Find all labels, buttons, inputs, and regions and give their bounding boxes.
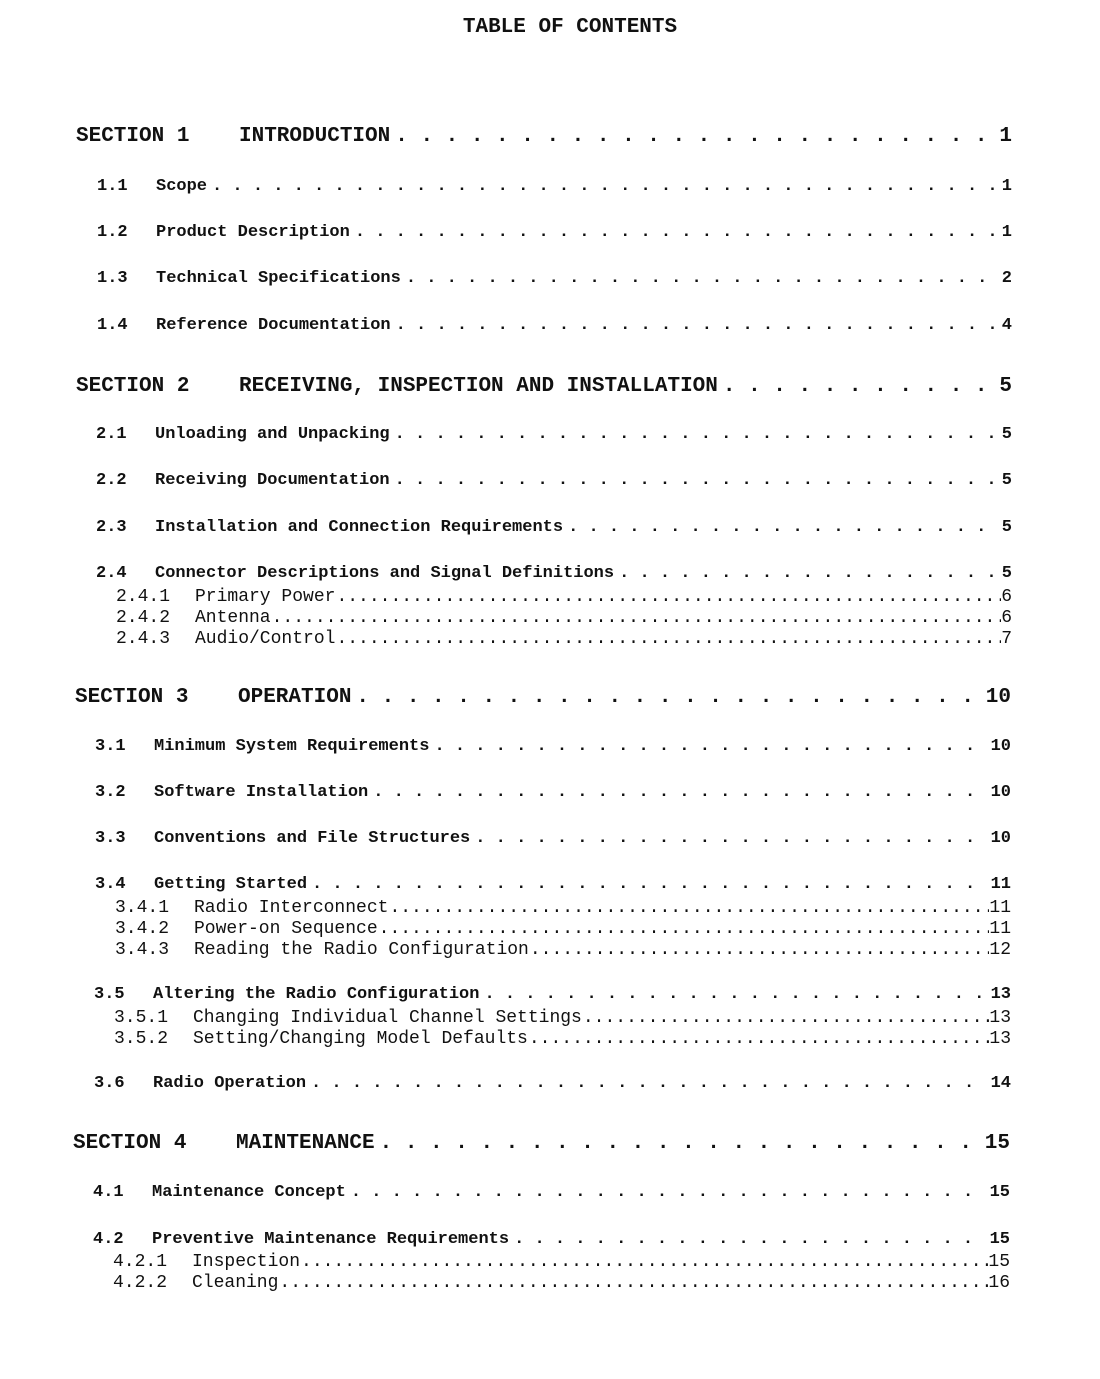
- leader-dots: [389, 898, 989, 918]
- entry-number: 3.6: [94, 1074, 125, 1093]
- entry-number: 4.2: [93, 1230, 124, 1249]
- entry-title: Altering the Radio Configuration: [153, 985, 480, 1004]
- entry-title: Radio Operation: [153, 1074, 307, 1093]
- entry-page: 6: [1001, 587, 1012, 607]
- leader-dots: [272, 608, 1002, 628]
- entry-number: 3.1: [95, 737, 126, 756]
- entry-number: 2.3: [96, 518, 127, 537]
- toc-section[interactable]: [73, 1132, 1010, 1155]
- toc-subsection[interactable]: [96, 518, 1012, 537]
- toc-subsection[interactable]: [96, 471, 1012, 490]
- toc-subsection[interactable]: [93, 1183, 1010, 1202]
- entry-page: 16: [988, 1273, 1010, 1293]
- toc-subsubsection[interactable]: [114, 1008, 1011, 1028]
- toc-subsubsection[interactable]: [116, 608, 1012, 628]
- entry-number: 2.4.2: [116, 608, 171, 628]
- entry-number: 3.5: [94, 985, 125, 1004]
- entry-number: 1.1: [97, 177, 128, 196]
- entry-number: 2.2: [96, 471, 127, 490]
- entry-page: 15: [989, 1230, 1010, 1249]
- entry-number: 1.4: [97, 316, 128, 335]
- entry-page: 10: [990, 783, 1011, 802]
- entry-number: SECTION 3: [75, 686, 189, 709]
- leader-dots: [619, 564, 997, 583]
- toc-subsection[interactable]: [97, 223, 1012, 242]
- toc-subsubsection[interactable]: [115, 940, 1011, 960]
- toc-subsection[interactable]: [95, 737, 1011, 756]
- entry-title: Connector Descriptions and Signal Definitions: [155, 564, 615, 583]
- entry-title: Reading the Radio Configuration: [194, 940, 529, 960]
- entry-title: INTRODUCTION: [239, 125, 391, 148]
- entry-number: SECTION 4: [73, 1132, 187, 1155]
- toc-subsection[interactable]: [95, 875, 1011, 894]
- toc-section[interactable]: [76, 375, 1012, 398]
- entry-number: SECTION 2: [76, 375, 190, 398]
- entry-number: 4.1: [93, 1183, 124, 1202]
- entry-number: 2.4.3: [116, 629, 171, 649]
- leader-dots: [356, 686, 980, 709]
- entry-page: 5: [1001, 471, 1012, 490]
- entry-number: 3.4: [95, 875, 126, 894]
- entry-page: 1: [1001, 177, 1012, 196]
- entry-title: Cleaning: [192, 1273, 279, 1293]
- entry-page: 10: [990, 829, 1011, 848]
- toc-subsubsection[interactable]: [114, 1029, 1011, 1049]
- toc-subsection[interactable]: [95, 783, 1011, 802]
- entry-title: Power-on Sequence: [194, 919, 378, 939]
- entry-title: Maintenance Concept: [152, 1183, 346, 1202]
- entry-title: Setting/Changing Model Defaults: [193, 1029, 528, 1049]
- entry-title: Product Description: [156, 223, 350, 242]
- entry-page: 7: [1001, 629, 1012, 649]
- entry-title: OPERATION: [238, 686, 352, 709]
- leader-dots: [212, 177, 997, 196]
- entry-title: RECEIVING, INSPECTION AND INSTALLATION: [239, 375, 718, 398]
- toc-subsection[interactable]: [96, 425, 1012, 444]
- entry-title: Minimum System Requirements: [154, 737, 430, 756]
- toc-subsubsection[interactable]: [116, 629, 1012, 649]
- entry-number: 2.4: [96, 564, 127, 583]
- leader-dots: [568, 518, 997, 537]
- entry-page: 5: [1001, 425, 1012, 444]
- leader-dots: [583, 1008, 990, 1028]
- entry-number: 3.4.1: [115, 898, 170, 918]
- leader-dots: [301, 1252, 988, 1272]
- entry-number: 3.3: [95, 829, 126, 848]
- entry-page: 5: [999, 375, 1012, 398]
- toc-section[interactable]: [76, 125, 1012, 148]
- entry-title: Radio Interconnect: [194, 898, 389, 918]
- leader-dots: [355, 223, 997, 242]
- leader-dots: [336, 629, 1001, 649]
- entry-page: 13: [990, 985, 1011, 1004]
- entry-number: SECTION 1: [76, 125, 190, 148]
- leader-dots: [530, 940, 990, 960]
- entry-number: 1.2: [97, 223, 128, 242]
- entry-number: 3.4.2: [115, 919, 170, 939]
- entry-page: 10: [990, 737, 1011, 756]
- entry-page: 11: [989, 919, 1011, 939]
- entry-page: 5: [1001, 564, 1012, 583]
- entry-title: Receiving Documentation: [155, 471, 390, 490]
- entry-page: 1: [1001, 223, 1012, 242]
- entry-title: Primary Power: [195, 587, 336, 607]
- leader-dots: [434, 737, 985, 756]
- entry-title: MAINTENANCE: [236, 1132, 375, 1155]
- entry-title: Reference Documentation: [156, 316, 391, 335]
- entry-number: 3.4.3: [115, 940, 170, 960]
- page-title: TABLE OF CONTENTS: [462, 16, 678, 39]
- entry-number: 4.2.2: [113, 1273, 168, 1293]
- toc-subsection[interactable]: [97, 316, 1012, 335]
- entry-title: Scope: [156, 177, 208, 196]
- entry-title: Getting Started: [154, 875, 308, 894]
- entry-page: 14: [990, 1074, 1011, 1093]
- toc-subsection[interactable]: [94, 1074, 1011, 1093]
- entry-page: 5: [1001, 518, 1012, 537]
- leader-dots: [723, 375, 995, 398]
- entry-title: Unloading and Unpacking: [155, 425, 390, 444]
- entry-page: 10: [985, 686, 1011, 709]
- leader-dots: [484, 985, 985, 1004]
- entry-page: 4: [1001, 316, 1012, 335]
- leader-dots: [373, 783, 985, 802]
- leader-dots: [406, 269, 997, 288]
- leader-dots: [395, 425, 997, 444]
- toc-subsubsection[interactable]: [113, 1273, 1010, 1293]
- entry-page: 13: [989, 1029, 1011, 1049]
- entry-title: Preventive Maintenance Requirements: [152, 1230, 510, 1249]
- entry-number: 2.4.1: [116, 587, 171, 607]
- leader-dots: [311, 1074, 986, 1093]
- leader-dots: [514, 1230, 985, 1249]
- entry-page: 15: [988, 1252, 1010, 1272]
- entry-title: Installation and Connection Requirements: [155, 518, 564, 537]
- entry-title: Changing Individual Channel Settings: [193, 1008, 582, 1028]
- entry-page: 2: [1001, 269, 1012, 288]
- entry-page: 6: [1001, 608, 1012, 628]
- entry-title: Conventions and File Structures: [154, 829, 471, 848]
- leader-dots: [529, 1029, 990, 1049]
- entry-page: 11: [989, 898, 1011, 918]
- leader-dots: [379, 919, 990, 939]
- toc-subsubsection[interactable]: [115, 898, 1011, 918]
- toc-subsection[interactable]: [97, 269, 1012, 288]
- entry-title: Software Installation: [154, 783, 369, 802]
- leader-dots: [380, 1132, 980, 1155]
- leader-dots: [279, 1273, 988, 1293]
- entry-title: Technical Specifications: [156, 269, 401, 288]
- entry-title: Inspection: [192, 1252, 301, 1272]
- entry-number: 3.2: [95, 783, 126, 802]
- entry-page: 13: [989, 1008, 1011, 1028]
- entry-page: 15: [989, 1183, 1010, 1202]
- entry-page: 11: [990, 875, 1011, 894]
- leader-dots: [395, 125, 994, 148]
- entry-number: 3.5.2: [114, 1029, 169, 1049]
- toc-subsubsection[interactable]: [113, 1252, 1010, 1272]
- entry-number: 2.1: [96, 425, 127, 444]
- toc-subsubsection[interactable]: [115, 919, 1011, 939]
- leader-dots: [312, 875, 986, 894]
- entry-page: 1: [999, 125, 1012, 148]
- toc-subsection[interactable]: [96, 564, 1012, 583]
- entry-number: 1.3: [97, 269, 128, 288]
- leader-dots: [396, 316, 997, 335]
- toc-subsection[interactable]: [95, 829, 1011, 848]
- entry-number: 3.5.1: [114, 1008, 169, 1028]
- entry-page: 12: [989, 940, 1011, 960]
- toc-subsubsection[interactable]: [116, 587, 1012, 607]
- toc-subsection[interactable]: [94, 985, 1011, 1004]
- entry-title: Audio/Control: [195, 629, 336, 649]
- toc-section[interactable]: [75, 686, 1011, 709]
- leader-dots: [395, 471, 997, 490]
- entry-page: 15: [984, 1132, 1010, 1155]
- leader-dots: [336, 587, 1001, 607]
- entry-number: 4.2.1: [113, 1252, 168, 1272]
- entry-title: Antenna: [195, 608, 271, 628]
- leader-dots: [351, 1183, 985, 1202]
- leader-dots: [475, 829, 985, 848]
- toc-subsection[interactable]: [97, 177, 1012, 196]
- toc-subsection[interactable]: [93, 1230, 1010, 1249]
